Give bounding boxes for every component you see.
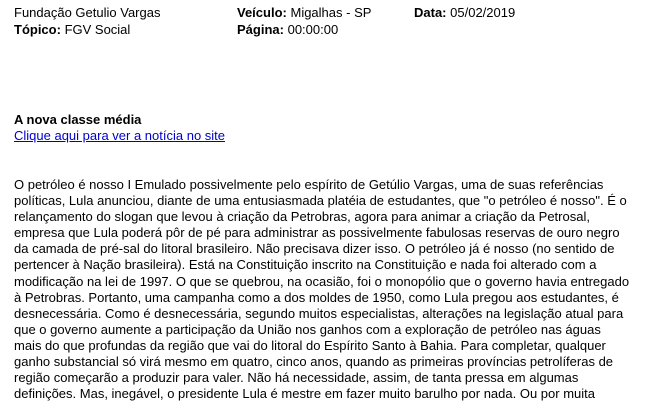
vehicle-label: Veículo: [237, 5, 287, 20]
body-line: ganho substancial só virá mesmo em quatro, cinco anos, quando as primeiras províncias petrolíferas de [14, 354, 614, 370]
body-line: da camada de pré-sal do litoral brasileiro. Não precisava dizer isso. O petróleo já é nosso (no sentido de [14, 241, 615, 257]
header-vehicle [237, 5, 371, 21]
source-value: Fundação Getulio Vargas [14, 5, 161, 20]
body-line: definições. Mas, inegável, o presidente Lula é mestre em fazer muito barulho por nada. Ou por muita [14, 386, 595, 402]
body-line: modificação na lei de 1997. O que se quebrou, na ocasião, foi o monopólio que o governo havia entregado [14, 273, 630, 289]
topic-value: FGV Social [64, 22, 131, 37]
body-line: pertencer à Nação brasileira). Está na Constituição inscrito na Constituição e nada foi alterado com a [14, 257, 597, 273]
article-title: A nova classe média [14, 112, 142, 127]
body-line: relançamento do slogan que levou à criação da Petrobras, agora para animar a criação da Petrosal, [14, 209, 590, 225]
body-line: desnecessária. Como é desnecessária, segundo muitos especialistas, alterações na legislação atual para [14, 305, 624, 321]
body-line: à Petrobras. Portanto, uma campanha como a dos moldes de 1950, como Lula pregou aos estudantes, é [14, 289, 619, 305]
vehicle-value: Migalhas - SP [290, 5, 372, 20]
date-label: Data: [414, 5, 447, 20]
header-page [237, 22, 338, 38]
header-source [14, 5, 160, 21]
page-value: 00:00:00 [287, 22, 339, 37]
date-value: 05/02/2019 [450, 5, 516, 20]
body-line: mais do que profundas da região que vai do litoral do Espírito Santo à Bahia. Para completar, qualquer [14, 337, 606, 353]
header-date [414, 5, 515, 21]
header-topic [14, 22, 130, 38]
topic-label: Tópico: [14, 22, 61, 37]
article-link[interactable]: Clique aqui para ver a notícia no site [14, 128, 226, 143]
body-line: que o governo aumente a participação da União nos ganhos com a exploração de petróleo nas águas [14, 321, 601, 337]
body-line: políticas, Lula anunciou, diante de uma entusiasmada platéia de estudantes, que "o petróleo é nosso". É o [14, 193, 627, 209]
article-body [14, 177, 642, 402]
page-label: Página: [237, 22, 284, 37]
body-line: empresa que Lula poderá pôr de pé para administrar as possivelmente fabulosas reservas de ouro negro [14, 225, 620, 241]
body-line: O petróleo é nosso I Emulado possivelmente pelo espírito de Getúlio Vargas, uma de suas referências [14, 177, 604, 192]
body-line: região começarão a produzir para valer. Não há necessidade, assim, de tanta pressa em algumas [14, 370, 579, 386]
